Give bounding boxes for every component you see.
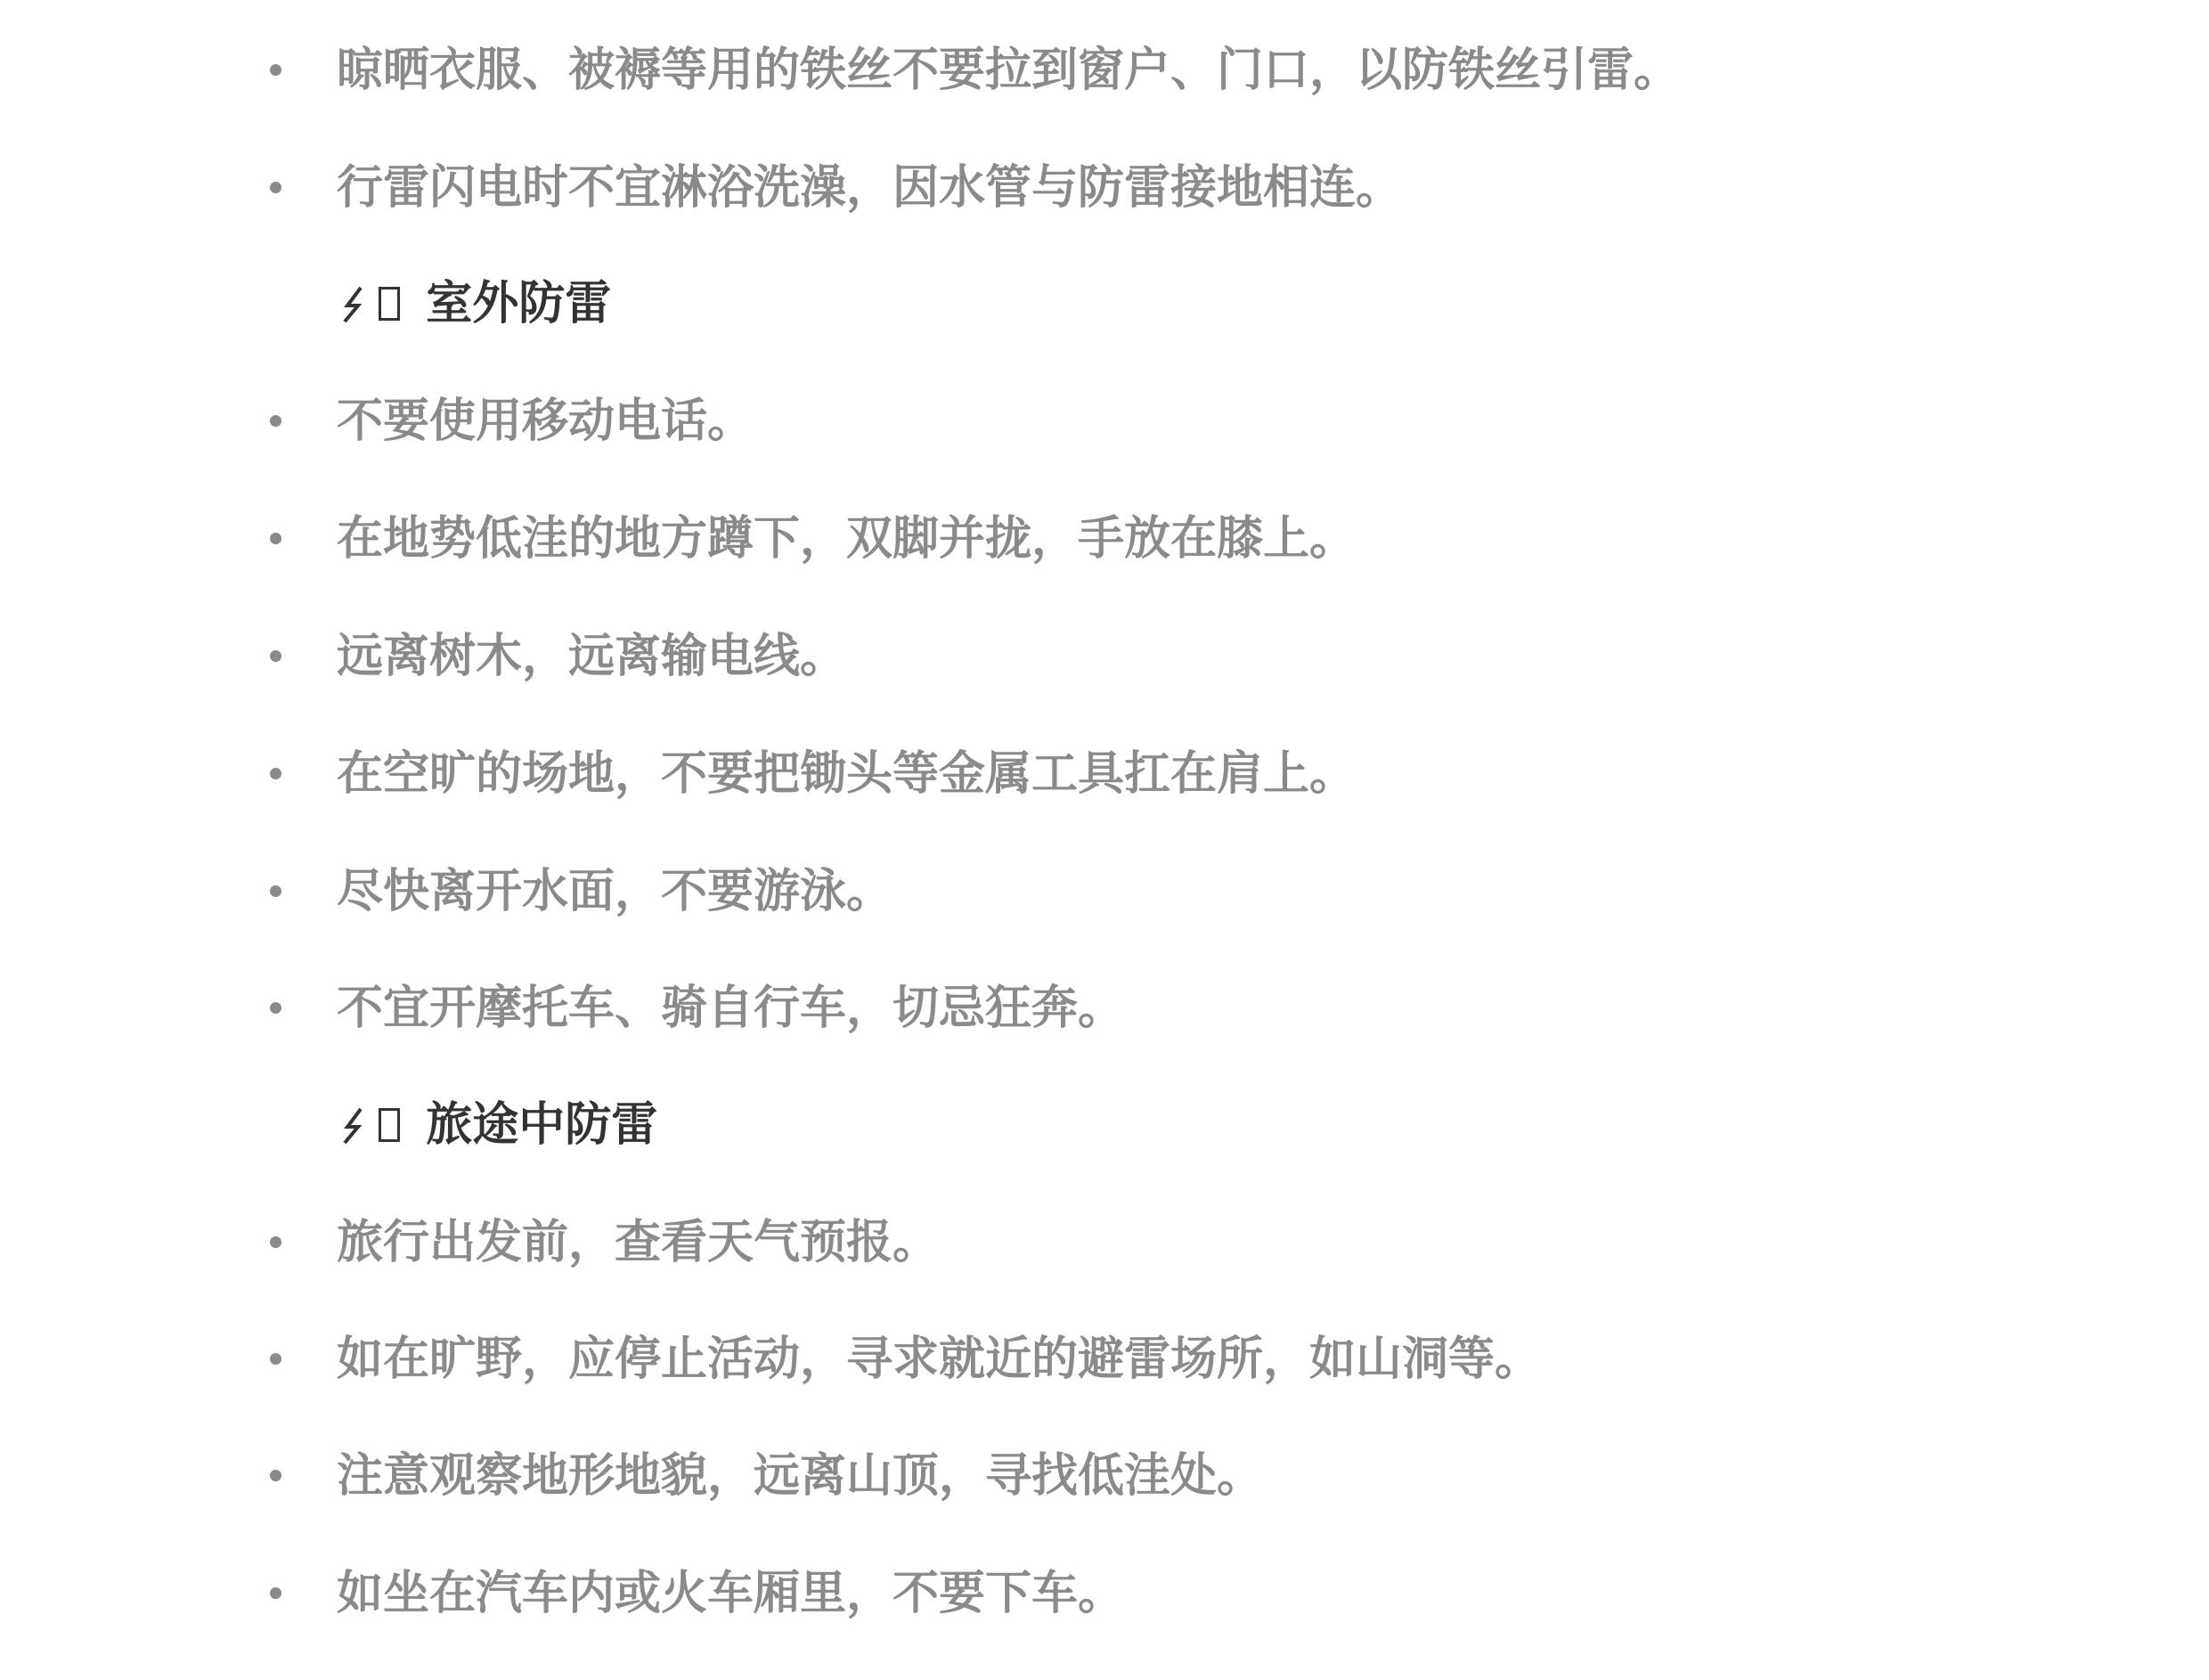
list-item-text: 尽快离开水面，不要游泳。 [337, 865, 893, 918]
bullet-icon [270, 1470, 281, 1481]
list-item [0, 501, 2209, 572]
list-item-text: 行雷闪电时不宜淋浴洗澡，因水管与防雷接地相连。 [337, 161, 1403, 215]
list-item [0, 853, 2209, 925]
list-item-text: 注意观察地形地貌，远离山顶，寻找低洼处。 [337, 1449, 1264, 1503]
list-item [0, 1555, 2209, 1627]
list-item-text: 在地势低洼的地方蹲下，双脚并拢，手放在膝上。 [337, 512, 1357, 566]
bullet-icon [270, 415, 281, 427]
list-item [0, 1321, 2209, 1392]
list-item-text: 不要使用移动电话。 [337, 395, 754, 448]
missing-glyph-icon [379, 287, 400, 321]
missing-glyph-icon [379, 1108, 400, 1142]
list-item [0, 736, 2209, 807]
list-item [0, 383, 2209, 454]
list-item [0, 618, 2209, 689]
list-item [0, 1204, 2209, 1276]
bullet-icon [270, 768, 281, 779]
bullet-icon [270, 533, 281, 544]
section-heading-travel [0, 1087, 2209, 1158]
bullet-icon [270, 1236, 281, 1248]
list-item [0, 32, 2209, 103]
bullet-icon [270, 64, 281, 76]
list-item-text: 不宜开摩托车、骑自行车，切忌狂奔。 [337, 982, 1125, 1035]
lightning-icon [337, 1105, 371, 1145]
section-heading-text: 旅途中防雷 [426, 1098, 658, 1152]
list-item-text: 如在旷野，应停止活动，寻求就近的避雷场所，如山洞等。 [337, 1333, 1542, 1386]
bullet-icon [270, 182, 281, 193]
bullet-icon [270, 1002, 281, 1014]
list-item [0, 150, 2209, 221]
section-heading-outdoor [0, 265, 2209, 337]
list-item-text: 旅行出发前，查看天气预报。 [337, 1216, 940, 1269]
list-item-text: 如坐在汽车内或火车厢里，不要下车。 [337, 1567, 1125, 1620]
bullet-icon [270, 885, 281, 897]
list-item [0, 1438, 2209, 1509]
bullet-icon [270, 1353, 281, 1365]
section-heading-text: 室外防雷 [426, 277, 612, 330]
list-item-text: 远离树木，远离输电线。 [337, 630, 847, 683]
lightning-icon [337, 284, 371, 323]
bullet-icon [270, 1587, 281, 1599]
bullet-icon [270, 650, 281, 662]
list-item-text: 在空旷的场地，不要把锄头等金属工具扛在肩上。 [337, 747, 1357, 801]
list-item-text: 晾晒衣服、被褥等用的铁丝不要拉到窗户、门口，以防铁丝引雷。 [337, 44, 1681, 97]
list-item [0, 970, 2209, 1041]
